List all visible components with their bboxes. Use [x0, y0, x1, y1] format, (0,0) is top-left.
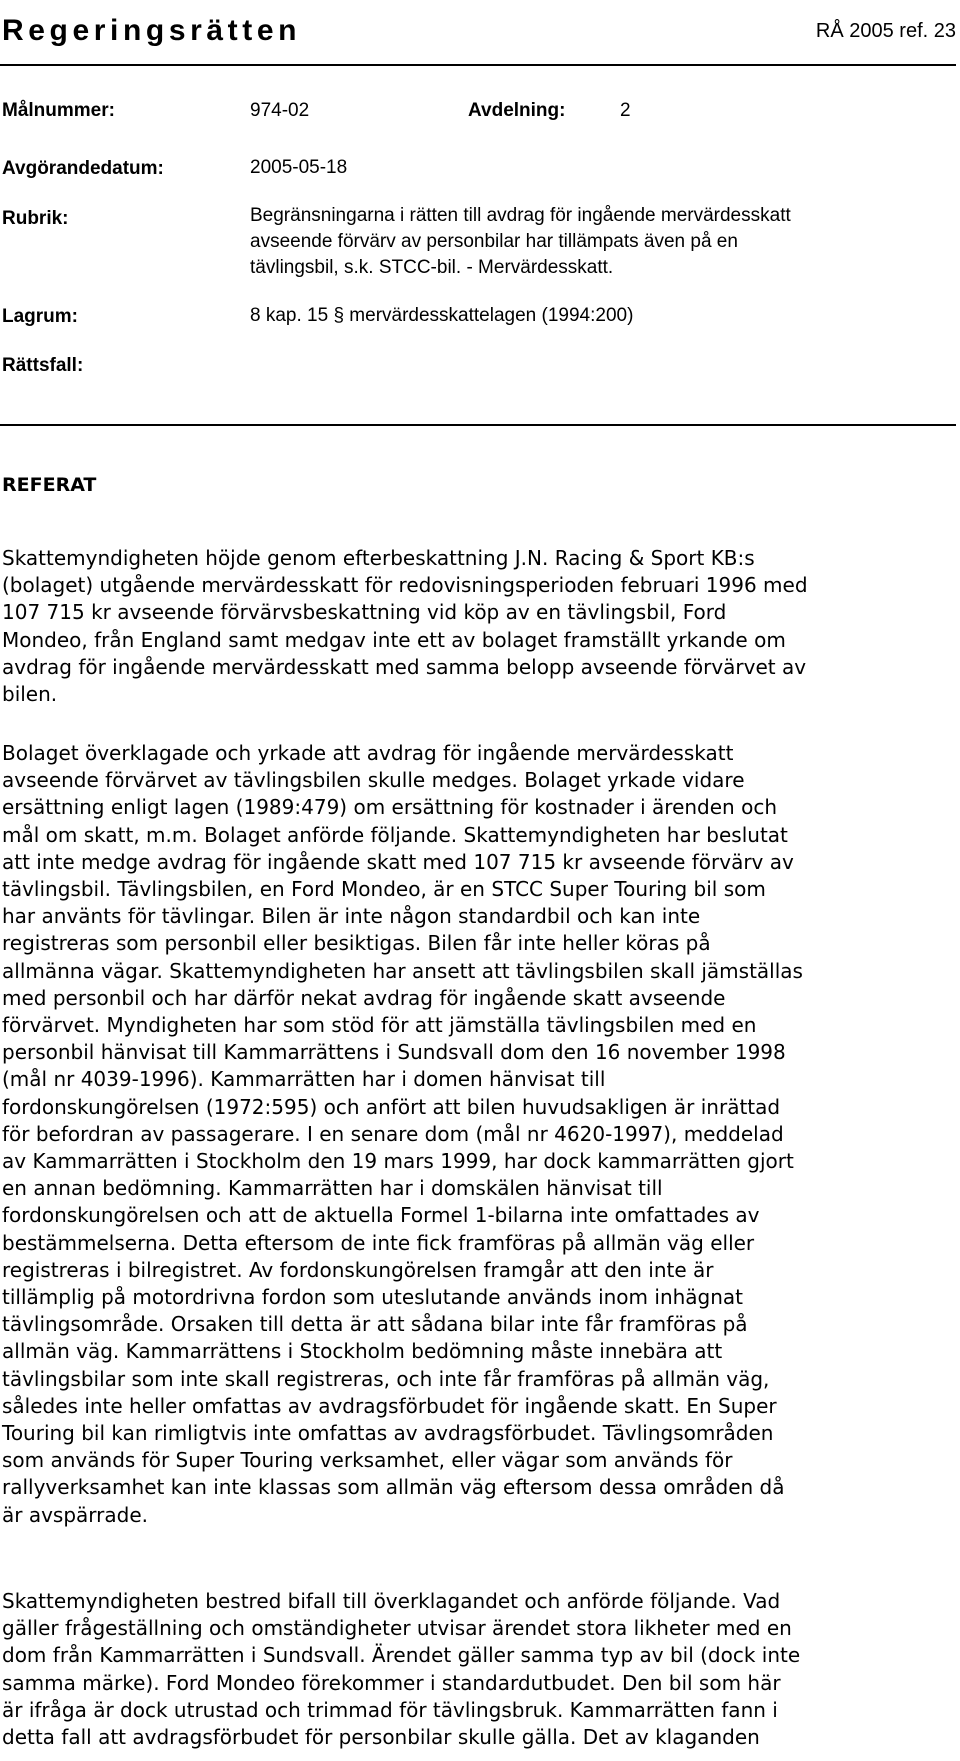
lagrum-value: 8 kap. 15 § mervärdesskattelagen (1994:200): [250, 305, 634, 326]
avdelning-value: 2: [620, 100, 631, 121]
case-reference: RÅ 2005 ref. 23: [815, 20, 956, 42]
referat-paragraph-1: Skattemyndigheten höjde genom efterbeskattning J.N. Racing & Sport KB:s (bolaget) utgående mervärdesskatt för redovisningsperioden februari 1996 med 107 715 kr avseende förvärvsbeskattning vid köp av en tävlingsbil, Ford Mondeo, från England samt medgav inte ett av bolaget framställt yrkande om avdrag för ingående mervärdesskatt med samma belopp avseende förvärvet av bilen.: [2, 546, 808, 707]
avdelning-label: Avdelning:: [468, 100, 566, 121]
referat-heading: REFERAT: [2, 474, 97, 496]
section-divider: [0, 424, 956, 426]
rubrik-value: Begränsningarna i rätten till avdrag för ingående mervärdesskatt avseende förvärv av personbilar har tillämpats även på en tävlingsbil, s.k. STCC-bil. - Mervärdesskatt.: [250, 205, 791, 278]
referat-paragraph-3: Skattemyndigheten bestred bifall till överklagandet och anförde följande. Vad gäller frågeställning och omständigheter utvisar ärendet stora likheter med en dom från Kammarrätten i Sundsvall. Ärendet gäller samma typ av bil (dock inte samma märke). Ford Mondeo förekommer i standardutbudet. Den bil som här är ifråga är dock utrustad och trimmad för tävlingsbruk. Kammarrätten fann i detta fall att avdragsförbudet för personbilar skulle gälla. Det av klaganden: [2, 1589, 801, 1750]
court-name: Regeringsrätten: [2, 14, 302, 47]
rattsfall-label: Rättsfall:: [2, 355, 84, 376]
avgorandedatum-label: Avgörandedatum:: [2, 158, 164, 179]
malnummer-value: 974-02: [250, 100, 310, 121]
malnummer-label: Målnummer:: [2, 100, 115, 121]
referat-paragraph-2: Bolaget överklagade och yrkade att avdrag för ingående mervärdesskatt avseende förvärvet av tävlingsbilen skulle medges. Bolaget yrkade vidare ersättning enligt lagen (1989:479) om ersättning för kostnader i ärenden och mål om skatt, m.m. Bolaget anförde följande. Skattemyndigheten har beslutat att inte medge avdrag för ingående skatt med 107 715 kr avseende förvärv av tävlingsbil. Tävlingsbilen, en Ford Mondeo, är en STCC Super Touring bil som har använts för tävlingar. Bilen är inte någon standardbil och kan inte registreras som personbil eller besiktigas. Bilen får inte heller köras på allmänna vägar. Skattemyndigheten har ansett att tävlingsbilen skall jämställas med personbil och har därför nekat avdrag för ingående skatt avseende förvärvet. Myndigheten har som stöd för att jämställa tävlingsbilen med en personbil hänvisat till Kammarrättens i Sundsvall dom den 16 november 1998 (mål nr 4039-1996). Kammarrätten har i domen hänvisat till fordonskungörelsen (1972:595) och anfört att bilen huvudsakligen är inrättad för befordran av passagerare. I en senare dom (mål nr 4620-1997), meddelad av Kammarrätten i Stockholm den 19 mars 1999, har dock kammarrätten gjort en annan bedömning. Kammarrätten har i domskälen hänvisat till fordonskungörelsen och att de aktuella Formel 1-bilarna inte omfattades av bestämmelserna. Detta eftersom de inte fick framföras på allmän väg eller registreras i bilregistret. Av fordonskungörelsen framgår att den inte är tillämplig på motordrivna fordon som uteslutande används inom inhägnat tävlingsområde. Orsaken till detta är att sådana bilar inte får framföras på allmän väg. Kammarrättens i Stockholm bedömning måste innebära att tävlingsbilar som inte skall registreras, och inte får framföras på allmän väg, således inte heller omfattas av avdragsförbudet för ingående skatt. En Super Touring bil kan rimligtvis inte omfattas av avdragsförbudet. Tävlingsområden som används för Super Touring verksamhet, eller vägar som används för rallyverksamhet kan inte klassas som allmän väg eftersom dessa områden då är avspärrade.: [2, 741, 803, 1527]
rubrik-label: Rubrik:: [2, 208, 69, 229]
lagrum-label: Lagrum:: [2, 306, 78, 327]
header-divider: [0, 64, 956, 66]
avgorandedatum-value: 2005-05-18: [250, 157, 348, 178]
